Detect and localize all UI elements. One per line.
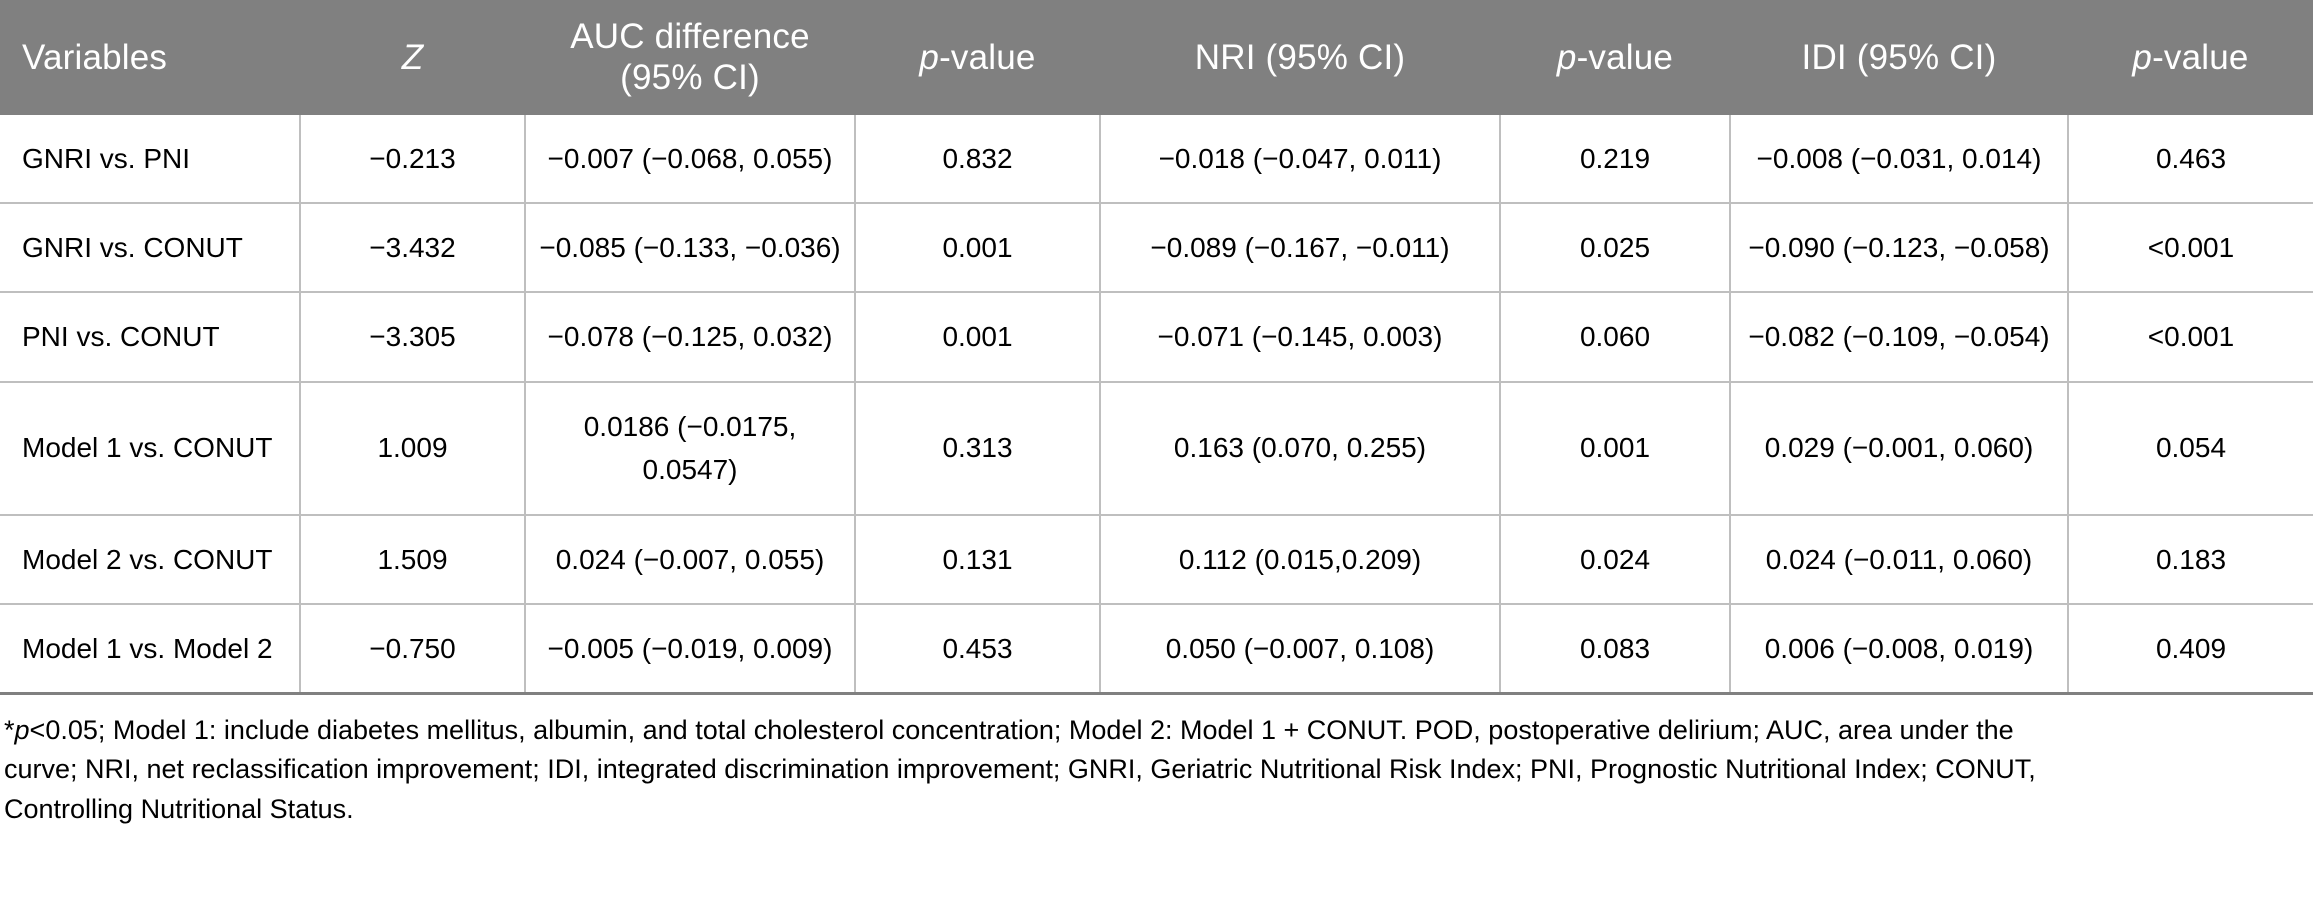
footnote-asterisk: * bbox=[4, 715, 15, 746]
cell-z: −0.213 bbox=[300, 115, 525, 203]
table-row bbox=[0, 115, 2313, 203]
cell-nri: 0.050 (−0.007, 0.108) bbox=[1100, 604, 1500, 694]
cell-variables: Model 2 vs. CONUT bbox=[0, 515, 300, 604]
cell-z: 1.509 bbox=[300, 515, 525, 604]
cell-nri: 0.163 (0.070, 0.255) bbox=[1100, 382, 1500, 515]
cell-z: −0.750 bbox=[300, 604, 525, 694]
column-header-auc-difference: AUC difference (95% CI) bbox=[525, 0, 855, 115]
cell-nri-pvalue: 0.060 bbox=[1500, 292, 1730, 381]
cell-auc-pvalue: 0.131 bbox=[855, 515, 1100, 604]
cell-variables: GNRI vs. CONUT bbox=[0, 203, 300, 292]
table-footnote bbox=[0, 695, 2068, 838]
cell-z: 1.009 bbox=[300, 382, 525, 515]
column-header-auc-pvalue: p-value bbox=[855, 0, 1100, 115]
cell-idi-pvalue: 0.463 bbox=[2068, 115, 2313, 203]
cell-auc: −0.005 (−0.019, 0.009) bbox=[525, 604, 855, 694]
cell-auc: 0.0186 (−0.0175, 0.0547) bbox=[525, 382, 855, 515]
cell-idi: −0.008 (−0.031, 0.014) bbox=[1730, 115, 2068, 203]
column-header-idi-pvalue: p-value bbox=[2068, 0, 2313, 115]
cell-idi: −0.090 (−0.123, −0.058) bbox=[1730, 203, 2068, 292]
cell-variables: Model 1 vs. CONUT bbox=[0, 382, 300, 515]
cell-nri: −0.018 (−0.047, 0.011) bbox=[1100, 115, 1500, 203]
cell-nri: −0.071 (−0.145, 0.003) bbox=[1100, 292, 1500, 381]
cell-variables: GNRI vs. PNI bbox=[0, 115, 300, 203]
cell-idi-pvalue: <0.001 bbox=[2068, 203, 2313, 292]
cell-variables: Model 1 vs. Model 2 bbox=[0, 604, 300, 694]
column-header-idi: IDI (95% CI) bbox=[1730, 0, 2068, 115]
table-header-row bbox=[0, 0, 2313, 115]
cell-auc-pvalue: 0.313 bbox=[855, 382, 1100, 515]
cell-auc-pvalue: 0.832 bbox=[855, 115, 1100, 203]
cell-nri-pvalue: 0.024 bbox=[1500, 515, 1730, 604]
cell-idi: 0.024 (−0.011, 0.060) bbox=[1730, 515, 2068, 604]
cell-nri: 0.112 (0.015,0.209) bbox=[1100, 515, 1500, 604]
table-row bbox=[0, 604, 2313, 694]
cell-nri-pvalue: 0.083 bbox=[1500, 604, 1730, 694]
footnote-text: <0.05; Model 1: include diabetes mellitus, albumin, and total cholesterol concentration; Model 2: Model 1 + CONUT. POD, postoperative delirium; AUC, area under the curve; NRI, net reclassification improvement; IDI, integrated discrimination improvement; GNRI, Geriatric Nutritional Risk Index; PNI, Prognostic Nutritional Index; CONUT, Controlling Nutritional Status. bbox=[4, 715, 2036, 824]
cell-idi: −0.082 (−0.109, −0.054) bbox=[1730, 292, 2068, 381]
table-body bbox=[0, 115, 2313, 694]
cell-auc: 0.024 (−0.007, 0.055) bbox=[525, 515, 855, 604]
cell-auc: −0.007 (−0.068, 0.055) bbox=[525, 115, 855, 203]
cell-nri: −0.089 (−0.167, −0.011) bbox=[1100, 203, 1500, 292]
cell-idi-pvalue: <0.001 bbox=[2068, 292, 2313, 381]
table-row bbox=[0, 203, 2313, 292]
cell-idi-pvalue: 0.409 bbox=[2068, 604, 2313, 694]
column-header-nri-pvalue: p-value bbox=[1500, 0, 1730, 115]
cell-idi: 0.029 (−0.001, 0.060) bbox=[1730, 382, 2068, 515]
cell-auc-pvalue: 0.453 bbox=[855, 604, 1100, 694]
cell-nri-pvalue: 0.219 bbox=[1500, 115, 1730, 203]
cell-variables: PNI vs. CONUT bbox=[0, 292, 300, 381]
cell-nri-pvalue: 0.001 bbox=[1500, 382, 1730, 515]
footnote-italic-p: p bbox=[14, 715, 30, 746]
column-header-nri: NRI (95% CI) bbox=[1100, 0, 1500, 115]
cell-nri-pvalue: 0.025 bbox=[1500, 203, 1730, 292]
column-header-z: Z bbox=[300, 0, 525, 115]
cell-idi-pvalue: 0.183 bbox=[2068, 515, 2313, 604]
table-row bbox=[0, 292, 2313, 381]
cell-auc-pvalue: 0.001 bbox=[855, 203, 1100, 292]
table-row bbox=[0, 515, 2313, 604]
cell-idi: 0.006 (−0.008, 0.019) bbox=[1730, 604, 2068, 694]
cell-z: −3.305 bbox=[300, 292, 525, 381]
cell-auc: −0.078 (−0.125, 0.032) bbox=[525, 292, 855, 381]
cell-auc: −0.085 (−0.133, −0.036) bbox=[525, 203, 855, 292]
cell-auc-pvalue: 0.001 bbox=[855, 292, 1100, 381]
column-header-variables: Variables bbox=[0, 0, 300, 115]
cell-idi-pvalue: 0.054 bbox=[2068, 382, 2313, 515]
table-header bbox=[0, 0, 2313, 115]
cell-z: −3.432 bbox=[300, 203, 525, 292]
table-row bbox=[0, 382, 2313, 515]
